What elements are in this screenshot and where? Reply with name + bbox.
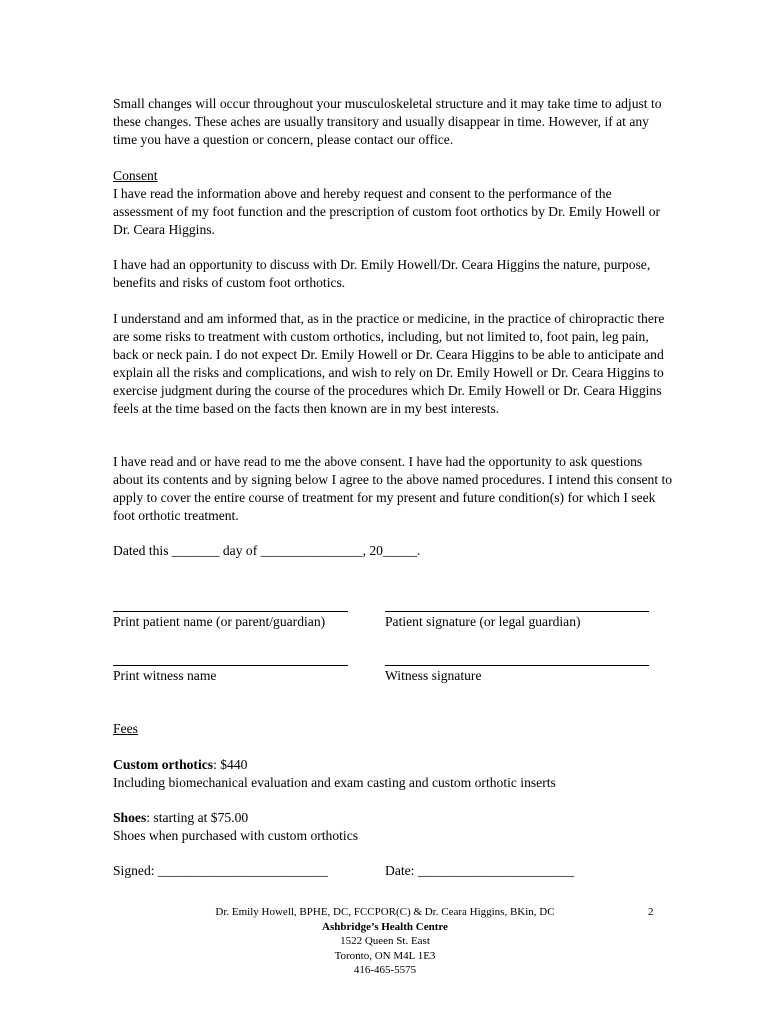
page-number: 2 (648, 906, 654, 918)
consent-heading: Consent (113, 168, 158, 183)
footer-city: Toronto, ON M4L 1E3 (334, 949, 436, 962)
signed-field[interactable]: Signed: _________________________ (113, 863, 328, 878)
consent-paragraph-3: I understand and am informed that, as in the practice or medicine, in the practice of chiropractic there are some risks to treatment with custom orthotics, including, but not limited to, foot pain, leg pain, back or neck pain. I do not expect Dr. Emily Howell or Dr. Ceara Higgins to be able to anticipate and explain all the risks and complications, and wish to rely on Dr. Emily Howell or Dr. Ceara Higgins to exercise judgment during the course of the procedures which Dr. Emily Howell or Dr. Ceara Higgins feels at the time based on the facts then known are in my best interests. (113, 311, 665, 416)
patient-name-label: Print patient name (or parent/guardian) (113, 614, 326, 629)
witness-name-line[interactable] (113, 665, 348, 666)
date-field[interactable]: Date: _______________________ (385, 863, 575, 878)
witness-signature-label: Witness signature (385, 668, 482, 683)
shoes-description: Shoes when purchased with custom orthotics (113, 828, 359, 843)
orthotics-description: Including biomechanical evaluation and exam casting and custom orthotic inserts (113, 775, 556, 790)
fees-heading: Fees (113, 721, 138, 736)
footer-clinic: Ashbridge’s Health Centre (322, 920, 448, 933)
intro-paragraph (113, 95, 673, 149)
footer-phone: 416-465-5575 (353, 964, 417, 976)
patient-name-line[interactable] (113, 611, 348, 612)
shoes-fee-block (113, 809, 673, 845)
consent-section (113, 167, 673, 239)
patient-signature-label: Patient signature (or legal guardian) (385, 614, 581, 629)
orthotics-fee-line (113, 756, 673, 774)
consent-paragraph-4-block (113, 453, 673, 525)
fees-heading-block (113, 720, 673, 738)
consent-paragraph-2-block (113, 256, 673, 292)
shoes-label: Shoes (113, 810, 147, 825)
consent-paragraph-4: I have read and or have read to me the above consent. I have had the opportunity to ask questions about its contents and by signing below I agree to the above named procedures. I intend this consent to apply to cover the entire course of treatment for my present and future condition(s) for which I seek foot orthotic treatment. (113, 454, 673, 523)
consent-paragraph-3-block (113, 310, 673, 418)
consent-paragraph-2: I have had an opportunity to discuss with Dr. Emily Howell/Dr. Ceara Higgins the nature, purpose, benefits and risks of custom foot orthotics. (113, 257, 651, 290)
intro-text: Small changes will occur throughout your musculoskeletal structure and it may take time to adjust to these changes. These aches are usually transitory and usually disappear in time. However, if at any time you have a question or concern, please contact our office. (113, 96, 662, 147)
footer-street: 1522 Queen St. East (340, 935, 430, 947)
orthotics-price: : $440 (213, 757, 248, 772)
witness-name-label: Print witness name (113, 668, 217, 683)
orthotics-label: Custom orthotics (113, 757, 214, 772)
consent-paragraph-1: I have read the information above and hereby request and consent to the performance of the assessment of my foot function and the prescription of custom foot orthotics by Dr. Emily Howell or Dr. Ceara Higgins. (113, 186, 661, 237)
dated-line-block (113, 542, 673, 560)
witness-signature-line[interactable] (385, 665, 649, 666)
dated-line[interactable]: Dated this _______ day of _______________, 20_____. (113, 543, 421, 558)
patient-signature-line[interactable] (385, 611, 649, 612)
shoes-price: : starting at $75.00 (146, 810, 249, 825)
orthotics-fee-block (113, 756, 673, 792)
footer-doctors: Dr. Emily Howell, BPHE, DC, FCCPOR(C) & Dr. Ceara Higgins, BKin, DC (215, 906, 555, 918)
shoes-fee-line (113, 809, 673, 827)
